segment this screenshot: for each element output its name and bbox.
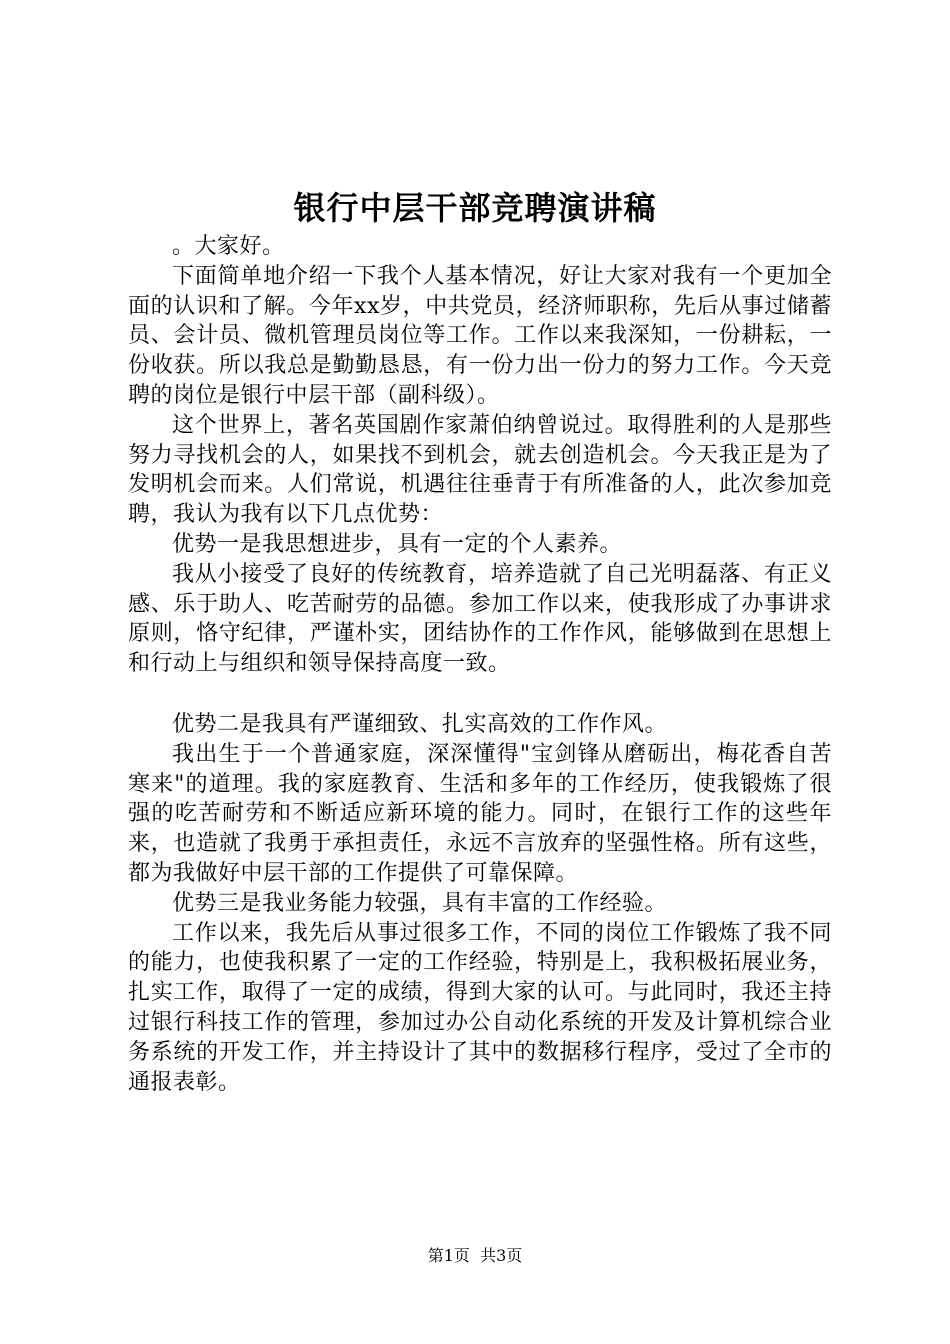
paragraph-advantage-two-heading: 优势二是我具有严谨细致、扎实高效的工作作风。 (172, 711, 668, 737)
paragraph-self-introduction: 下面简单地介绍一下我个人基本情况，好让大家对我有一个更加全面的认识和了解。今年xx岁，中共党员，经济师职称，先后从事过储蓄员、会计员、微机管理员岗位等工作。工作以来我深知，一份耕耘，一份收获。所以我总是勤勤恳恳，有一份力出一份力的努力工作。今天竞聘的岗位是银行中层干部（副科级）。 (128, 263, 832, 408)
paragraph-advantage-three-detail: 工作以来，我先后从事过很多工作，不同的岗位工作锻炼了我不同的能力，也使我积累了一定的工作经验，特别是上，我积极拓展业务，扎实工作，取得了一定的成绩，得到大家的认可。与此同时，我还主持过银行科技工作的管理，参加过办公自动化系统的开发及计算机综合业务系统的开发工作，并主持设计了其中的数据移行程序，受过了全市的通报表彰。 (128, 920, 832, 1095)
paragraph-advantage-one-detail: 我从小接受了良好的传统教育，培养造就了自己光明磊落、有正义感、乐于助人、吃苦耐劳的品德。参加工作以来，使我形成了办事讲求原则，恪守纪律，严谨朴实，团结协作的工作作风，能够做到在思想上和行动上与组织和领导保持高度一致。 (128, 561, 832, 677)
document-body (128, 232, 832, 1097)
document-title: 银行中层干部竞聘演讲稿 (293, 189, 657, 227)
page-number-label: 第1页 共3页 (427, 1246, 523, 1265)
paragraph-advantage-one-heading: 优势一是我思想进步，具有一定的个人素养。 (172, 531, 623, 557)
page-footer (0, 1246, 950, 1266)
paragraph-opportunity: 这个世界上，著名英国剧作家萧伯纳曾说过。取得胜利的人是那些努力寻找机会的人，如果找不到机会，就去创造机会。今天我正是为了发明机会而来。人们常说，机遇往往垂青于有所准备的人，此次参加竞聘，我认为我有以下几点优势： (128, 412, 832, 528)
paragraph-advantage-three-heading: 优势三是我业务能力较强，具有丰富的工作经验。 (172, 890, 668, 916)
paragraph-greeting: 。大家好。 (172, 234, 285, 259)
paragraph-advantage-two-detail: 我出生于一个普通家庭，深深懂得"宝剑锋从磨砺出，梅花香自苦寒来"的道理。我的家庭教育、生活和多年的工作经历，使我锻炼了很强的吃苦耐劳和不断适应新环境的能力。同时，在银行工作的这些年来，也造就了我勇于承担责任，永远不言放弃的坚强性格。所有这些，都为我做好中层干部的工作提供了可靠保障。 (128, 741, 832, 886)
